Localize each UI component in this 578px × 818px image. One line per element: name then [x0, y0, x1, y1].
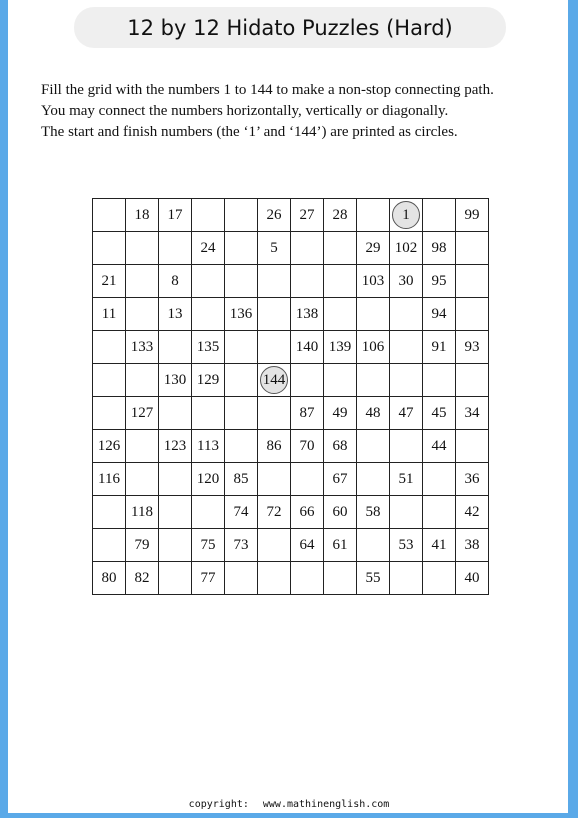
grid-row — [93, 331, 489, 364]
grid-cell[interactable]: 27 — [291, 199, 324, 232]
grid-cell[interactable]: 67 — [324, 463, 357, 496]
grid-cell[interactable]: 140 — [291, 331, 324, 364]
grid-cell[interactable]: 45 — [423, 397, 456, 430]
grid-cell[interactable] — [291, 265, 324, 298]
grid-cell[interactable] — [423, 463, 456, 496]
grid-cell[interactable] — [159, 331, 192, 364]
grid-cell[interactable]: 41 — [423, 529, 456, 562]
grid-cell[interactable]: 66 — [291, 496, 324, 529]
grid-cell[interactable]: 17 — [159, 199, 192, 232]
grid-row — [93, 364, 489, 397]
grid-cell[interactable] — [258, 463, 291, 496]
grid-cell[interactable] — [93, 397, 126, 430]
circled-number: 1 — [392, 201, 420, 229]
grid-cell[interactable] — [324, 265, 357, 298]
grid-cell[interactable] — [159, 232, 192, 265]
grid-cell[interactable] — [357, 199, 390, 232]
grid-cell[interactable]: 74 — [225, 496, 258, 529]
instruction-line: Fill the grid with the numbers 1 to 144 to make a non-stop connecting path. — [41, 82, 494, 98]
instruction-line: The start and finish numbers (the ‘1’ and ‘144’) are printed as circles. — [41, 124, 458, 140]
grid-cell[interactable] — [324, 562, 357, 595]
grid-cell[interactable]: 93 — [456, 331, 489, 364]
grid-row — [93, 463, 489, 496]
grid-cell[interactable]: 64 — [291, 529, 324, 562]
grid-cell[interactable] — [192, 298, 225, 331]
grid-row — [93, 529, 489, 562]
grid-cell[interactable] — [390, 199, 423, 232]
grid-cell[interactable]: 94 — [423, 298, 456, 331]
grid-cell[interactable] — [324, 298, 357, 331]
circled-number: 144 — [260, 366, 288, 394]
grid-cell[interactable] — [456, 364, 489, 397]
grid-cell[interactable] — [324, 232, 357, 265]
grid-cell[interactable] — [423, 364, 456, 397]
grid-cell[interactable] — [159, 529, 192, 562]
grid-row — [93, 265, 489, 298]
grid-row — [93, 397, 489, 430]
grid-cell[interactable] — [225, 232, 258, 265]
grid-cell[interactable] — [456, 232, 489, 265]
grid-cell[interactable]: 29 — [357, 232, 390, 265]
grid-cell[interactable] — [126, 364, 159, 397]
grid-row — [93, 199, 489, 232]
grid-cell[interactable]: 116 — [93, 463, 126, 496]
grid-cell[interactable] — [390, 298, 423, 331]
grid-cell[interactable]: 135 — [192, 331, 225, 364]
grid-cell[interactable] — [258, 364, 291, 397]
grid-cell[interactable] — [357, 529, 390, 562]
grid-cell[interactable] — [357, 298, 390, 331]
grid-cell[interactable]: 98 — [423, 232, 456, 265]
grid-cell[interactable] — [423, 496, 456, 529]
grid-cell[interactable] — [390, 496, 423, 529]
grid-cell[interactable] — [258, 265, 291, 298]
grid-cell[interactable]: 40 — [456, 562, 489, 595]
hidato-grid — [92, 198, 489, 595]
grid-row — [93, 430, 489, 463]
grid-cell[interactable] — [126, 265, 159, 298]
grid-cell[interactable]: 138 — [291, 298, 324, 331]
grid-cell[interactable]: 106 — [357, 331, 390, 364]
grid-cell[interactable] — [93, 331, 126, 364]
grid-cell[interactable] — [159, 397, 192, 430]
grid-row — [93, 232, 489, 265]
grid-cell[interactable]: 99 — [456, 199, 489, 232]
grid-cell[interactable] — [291, 232, 324, 265]
grid-cell[interactable] — [126, 232, 159, 265]
grid-cell[interactable]: 24 — [192, 232, 225, 265]
grid-cell[interactable] — [93, 199, 126, 232]
grid-cell[interactable]: 42 — [456, 496, 489, 529]
title-banner — [74, 7, 506, 48]
grid-cell[interactable] — [93, 529, 126, 562]
grid-cell[interactable]: 79 — [126, 529, 159, 562]
grid-cell[interactable]: 95 — [423, 265, 456, 298]
instructions — [41, 80, 551, 143]
grid-cell[interactable]: 75 — [192, 529, 225, 562]
grid-cell[interactable]: 87 — [291, 397, 324, 430]
grid-cell[interactable] — [258, 529, 291, 562]
grid-cell[interactable] — [423, 562, 456, 595]
grid-row — [93, 562, 489, 595]
grid-cell[interactable]: 126 — [93, 430, 126, 463]
grid-row — [93, 496, 489, 529]
grid-cell[interactable]: 86 — [258, 430, 291, 463]
grid-cell[interactable] — [126, 463, 159, 496]
grid-cell[interactable]: 13 — [159, 298, 192, 331]
grid-cell[interactable]: 68 — [324, 430, 357, 463]
grid-cell[interactable] — [225, 199, 258, 232]
grid-cell[interactable]: 91 — [423, 331, 456, 364]
grid-cell[interactable]: 11 — [93, 298, 126, 331]
grid-cell[interactable] — [159, 463, 192, 496]
grid-cell[interactable]: 28 — [324, 199, 357, 232]
grid-cell[interactable] — [456, 265, 489, 298]
grid-cell[interactable] — [258, 331, 291, 364]
grid-cell[interactable]: 139 — [324, 331, 357, 364]
grid-cell[interactable] — [456, 298, 489, 331]
grid-cell[interactable] — [291, 562, 324, 595]
grid-cell[interactable]: 55 — [357, 562, 390, 595]
grid-cell[interactable]: 127 — [126, 397, 159, 430]
grid-cell[interactable]: 30 — [390, 265, 423, 298]
grid-cell[interactable]: 103 — [357, 265, 390, 298]
grid-cell[interactable] — [324, 364, 357, 397]
grid-cell[interactable]: 61 — [324, 529, 357, 562]
grid-cell[interactable]: 80 — [93, 562, 126, 595]
grid-cell[interactable] — [390, 331, 423, 364]
grid-cell[interactable]: 26 — [258, 199, 291, 232]
grid-cell[interactable] — [225, 265, 258, 298]
grid-cell[interactable] — [126, 430, 159, 463]
grid-cell[interactable]: 77 — [192, 562, 225, 595]
grid-cell[interactable]: 38 — [456, 529, 489, 562]
grid-cell[interactable] — [456, 430, 489, 463]
grid-cell[interactable] — [390, 364, 423, 397]
grid-cell[interactable]: 102 — [390, 232, 423, 265]
grid-cell[interactable] — [126, 298, 159, 331]
grid-cell[interactable] — [390, 562, 423, 595]
grid-cell[interactable] — [291, 463, 324, 496]
grid-cell[interactable] — [192, 496, 225, 529]
footer — [0, 799, 578, 810]
grid-cell[interactable] — [159, 562, 192, 595]
grid-cell[interactable] — [225, 364, 258, 397]
grid-cell[interactable] — [258, 397, 291, 430]
instruction-line: You may connect the numbers horizontally, vertically or diagonally. — [41, 103, 449, 119]
grid-cell[interactable]: 118 — [126, 496, 159, 529]
grid-cell[interactable]: 123 — [159, 430, 192, 463]
grid-cell[interactable] — [258, 298, 291, 331]
grid-cell[interactable]: 49 — [324, 397, 357, 430]
grid-cell[interactable] — [357, 463, 390, 496]
grid-cell[interactable]: 5 — [258, 232, 291, 265]
copyright-label: copyright: — [188, 799, 249, 810]
grid-cell[interactable]: 72 — [258, 496, 291, 529]
grid-cell[interactable]: 85 — [225, 463, 258, 496]
grid-cell[interactable] — [390, 430, 423, 463]
grid-cell[interactable] — [423, 199, 456, 232]
grid-cell[interactable]: 82 — [126, 562, 159, 595]
grid-cell[interactable] — [225, 331, 258, 364]
grid-cell[interactable]: 44 — [423, 430, 456, 463]
grid-cell[interactable] — [93, 496, 126, 529]
grid-cell[interactable]: 129 — [192, 364, 225, 397]
grid-cell[interactable] — [258, 562, 291, 595]
grid-cell[interactable]: 70 — [291, 430, 324, 463]
grid-cell[interactable]: 48 — [357, 397, 390, 430]
grid-cell[interactable] — [357, 364, 390, 397]
grid-cell[interactable]: 21 — [93, 265, 126, 298]
grid-cell[interactable]: 51 — [390, 463, 423, 496]
grid-cell[interactable]: 47 — [390, 397, 423, 430]
grid-cell[interactable]: 73 — [225, 529, 258, 562]
grid-cell[interactable] — [192, 199, 225, 232]
grid-cell[interactable] — [192, 397, 225, 430]
grid-row — [93, 298, 489, 331]
grid-cell[interactable] — [357, 430, 390, 463]
page-title: 12 by 12 Hidato Puzzles (Hard) — [127, 15, 453, 40]
grid-cell[interactable]: 60 — [324, 496, 357, 529]
grid-cell[interactable]: 133 — [126, 331, 159, 364]
grid-cell[interactable] — [93, 232, 126, 265]
grid-cell[interactable]: 53 — [390, 529, 423, 562]
grid-cell[interactable] — [225, 562, 258, 595]
grid-cell[interactable] — [291, 364, 324, 397]
grid-cell[interactable]: 136 — [225, 298, 258, 331]
grid-cell[interactable] — [192, 265, 225, 298]
grid-cell[interactable] — [225, 397, 258, 430]
grid-cell[interactable]: 120 — [192, 463, 225, 496]
grid-cell[interactable]: 130 — [159, 364, 192, 397]
grid-cell[interactable]: 58 — [357, 496, 390, 529]
grid-cell[interactable] — [225, 430, 258, 463]
copyright-site: www.mathinenglish.com — [262, 799, 390, 810]
grid-cell[interactable]: 113 — [192, 430, 225, 463]
grid-cell[interactable]: 34 — [456, 397, 489, 430]
grid-cell[interactable]: 18 — [126, 199, 159, 232]
grid-cell[interactable]: 36 — [456, 463, 489, 496]
grid-cell[interactable] — [93, 364, 126, 397]
grid-cell[interactable] — [159, 496, 192, 529]
grid-cell[interactable]: 8 — [159, 265, 192, 298]
